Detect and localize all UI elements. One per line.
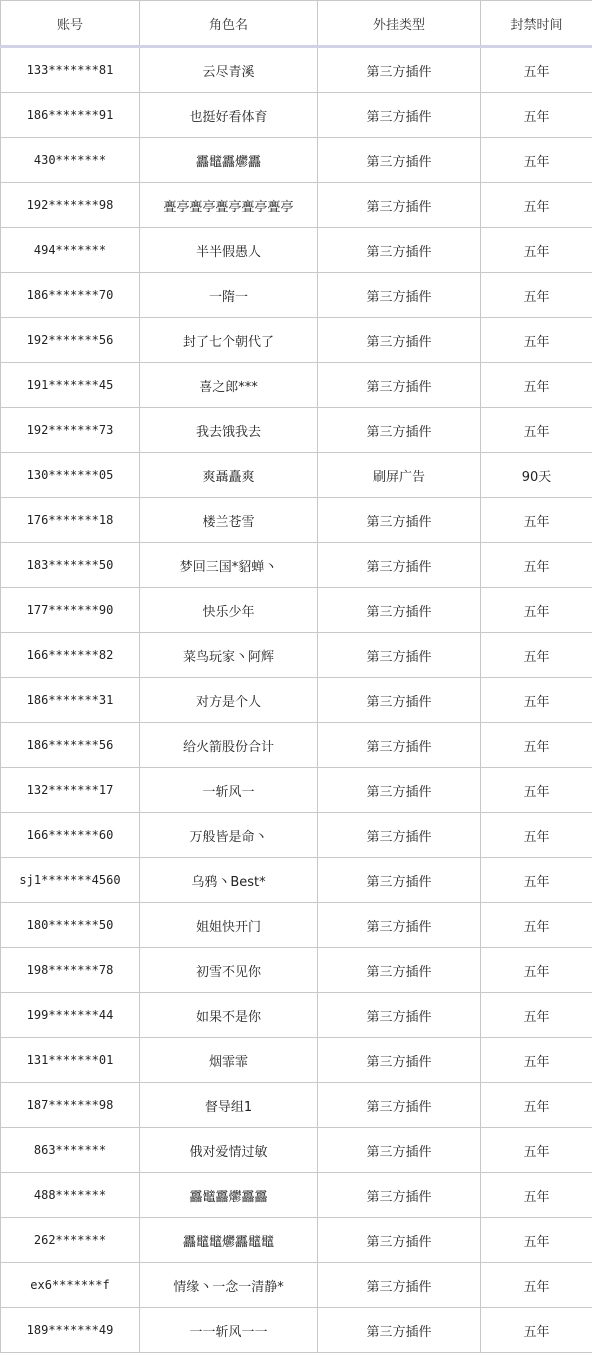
cheat-type-cell: 第三方插件 [318,1263,481,1308]
ban-duration-cell: 五年 [481,543,592,588]
role-name-cell: 封了七个朝代了 [140,318,318,363]
table-row [1,138,592,183]
account-cell: 430******* [1,138,140,183]
account-cell: 186*******31 [1,678,140,723]
role-name-cell: 爽聶矗爽 [140,453,318,498]
account-cell: 166*******60 [1,813,140,858]
role-name-cell: 靐鼊鼊爩靐鼊鼊 [140,1218,318,1263]
cheat-type-cell: 第三方插件 [318,408,481,453]
cheat-type-cell: 第三方插件 [318,1083,481,1128]
cheat-type-cell: 第三方插件 [318,903,481,948]
account-cell: 191*******45 [1,363,140,408]
account-cell: 192*******98 [1,183,140,228]
ban-duration-cell: 五年 [481,183,592,228]
table-row [1,93,592,138]
table-row [1,678,592,723]
table-row [1,228,592,273]
ban-duration-cell: 五年 [481,1308,592,1353]
account-cell: 494******* [1,228,140,273]
header-cheat-type: 外挂类型 [318,1,481,47]
role-name-cell: 给火箭股份合计 [140,723,318,768]
account-cell: 180*******50 [1,903,140,948]
role-name-cell: 靐鼊靐爩靐靐 [140,1173,318,1218]
account-cell: 262******* [1,1218,140,1263]
header-role-name: 角色名 [140,1,318,47]
table-row [1,948,592,993]
role-name-cell: 喜之郎*** [140,363,318,408]
role-name-cell: 烟霏霏 [140,1038,318,1083]
table-row [1,453,592,498]
table-row [1,47,592,93]
table-row [1,588,592,633]
table-row [1,408,592,453]
cheat-type-cell: 第三方插件 [318,228,481,273]
account-cell: 177*******90 [1,588,140,633]
cheat-type-cell: 刷屏广告 [318,453,481,498]
table-row [1,318,592,363]
table-row [1,993,592,1038]
role-name-cell: 我去饿我去 [140,408,318,453]
ban-duration-cell: 五年 [481,633,592,678]
role-name-cell: 一隋一 [140,273,318,318]
ban-duration-cell: 五年 [481,47,592,93]
role-name-cell: 初雪不见你 [140,948,318,993]
account-cell: 130*******05 [1,453,140,498]
ban-duration-cell: 五年 [481,858,592,903]
account-cell: 199*******44 [1,993,140,1038]
ban-duration-cell: 五年 [481,93,592,138]
ban-duration-cell: 五年 [481,813,592,858]
table-row [1,903,592,948]
header-account: 账号 [1,1,140,47]
role-name-cell: 云尽青溪 [140,47,318,93]
table-row [1,858,592,903]
role-name-cell: 菜鸟玩家丶阿辉 [140,633,318,678]
account-cell: 176*******18 [1,498,140,543]
table-row [1,813,592,858]
account-cell: 186*******70 [1,273,140,318]
cheat-type-cell: 第三方插件 [318,543,481,588]
account-cell: 186*******56 [1,723,140,768]
role-name-cell: 快乐少年 [140,588,318,633]
cheat-type-cell: 第三方插件 [318,813,481,858]
cheat-type-cell: 第三方插件 [318,768,481,813]
cheat-type-cell: 第三方插件 [318,993,481,1038]
table-row [1,273,592,318]
cheat-type-cell: 第三方插件 [318,93,481,138]
table-row [1,768,592,813]
role-name-cell: 督导组1 [140,1083,318,1128]
account-cell: 131*******01 [1,1038,140,1083]
table-row [1,723,592,768]
cheat-type-cell: 第三方插件 [318,948,481,993]
ban-duration-cell: 五年 [481,318,592,363]
header-ban-duration: 封禁时间 [481,1,592,47]
role-name-cell: 对方是个人 [140,678,318,723]
role-name-cell: 楼兰苍雪 [140,498,318,543]
cheat-type-cell: 第三方插件 [318,723,481,768]
table-body [1,47,592,1353]
role-name-cell: 乌鸦丶Best* [140,858,318,903]
ban-duration-cell: 五年 [481,768,592,813]
cheat-type-cell: 第三方插件 [318,363,481,408]
role-name-cell: 亹亭亹亭亹亭亹亭亹亭 [140,183,318,228]
ban-duration-cell: 五年 [481,723,592,768]
table-row [1,1263,592,1308]
account-cell: 863******* [1,1128,140,1173]
cheat-type-cell: 第三方插件 [318,1038,481,1083]
ban-duration-cell: 五年 [481,1263,592,1308]
table-row [1,1038,592,1083]
cheat-type-cell: 第三方插件 [318,678,481,723]
cheat-type-cell: 第三方插件 [318,633,481,678]
role-name-cell: 半半假愚人 [140,228,318,273]
cheat-type-cell: 第三方插件 [318,273,481,318]
ban-duration-cell: 五年 [481,948,592,993]
table-row [1,363,592,408]
ban-duration-cell: 五年 [481,993,592,1038]
table-row [1,1083,592,1128]
account-cell: 488******* [1,1173,140,1218]
cheat-type-cell: 第三方插件 [318,318,481,363]
ban-duration-cell: 五年 [481,588,592,633]
cheat-type-cell: 第三方插件 [318,1218,481,1263]
cheat-type-cell: 第三方插件 [318,858,481,903]
cheat-type-cell: 第三方插件 [318,138,481,183]
table-row [1,633,592,678]
ban-duration-cell: 90天 [481,453,592,498]
account-cell: 198*******78 [1,948,140,993]
account-cell: 189*******49 [1,1308,140,1353]
cheat-type-cell: 第三方插件 [318,1173,481,1218]
cheat-type-cell: 第三方插件 [318,47,481,93]
cheat-type-cell: 第三方插件 [318,588,481,633]
role-name-cell: 如果不是你 [140,993,318,1038]
role-name-cell: 情缘丶一念一清静* [140,1263,318,1308]
ban-duration-cell: 五年 [481,1038,592,1083]
ban-duration-cell: 五年 [481,1218,592,1263]
cheat-type-cell: 第三方插件 [318,498,481,543]
ban-duration-cell: 五年 [481,138,592,183]
ban-duration-cell: 五年 [481,903,592,948]
role-name-cell: 俄对爱情过敏 [140,1128,318,1173]
role-name-cell: 一斩风一 [140,768,318,813]
account-cell: 183*******50 [1,543,140,588]
table-row [1,183,592,228]
account-cell: 187*******98 [1,1083,140,1128]
header-row [1,1,592,47]
account-cell: 166*******82 [1,633,140,678]
ban-duration-cell: 五年 [481,408,592,453]
table-row [1,1308,592,1353]
cheat-type-cell: 第三方插件 [318,1128,481,1173]
account-cell: 132*******17 [1,768,140,813]
ban-duration-cell: 五年 [481,498,592,543]
ban-duration-cell: 五年 [481,1128,592,1173]
table-header [1,1,592,47]
ban-duration-cell: 五年 [481,678,592,723]
account-cell: 192*******73 [1,408,140,453]
role-name-cell: 也挺好看体育 [140,93,318,138]
account-cell: ex6*******f [1,1263,140,1308]
table-row [1,1218,592,1263]
role-name-cell: 梦回三国*貂蝉丶 [140,543,318,588]
account-cell: sj1*******4560 [1,858,140,903]
cheat-type-cell: 第三方插件 [318,1308,481,1353]
table-row [1,1128,592,1173]
role-name-cell: 姐姐快开门 [140,903,318,948]
table-row [1,1173,592,1218]
account-cell: 192*******56 [1,318,140,363]
ban-duration-cell: 五年 [481,1083,592,1128]
role-name-cell: 一一斩风一一 [140,1308,318,1353]
ban-duration-cell: 五年 [481,228,592,273]
ban-duration-cell: 五年 [481,273,592,318]
role-name-cell: 万般皆是命丶 [140,813,318,858]
table-row [1,498,592,543]
ban-duration-cell: 五年 [481,1173,592,1218]
table-row [1,543,592,588]
role-name-cell: 靐鼊靐爩靐 [140,138,318,183]
ban-duration-cell: 五年 [481,363,592,408]
account-cell: 186*******91 [1,93,140,138]
account-cell: 133*******81 [1,47,140,93]
cheat-type-cell: 第三方插件 [318,183,481,228]
